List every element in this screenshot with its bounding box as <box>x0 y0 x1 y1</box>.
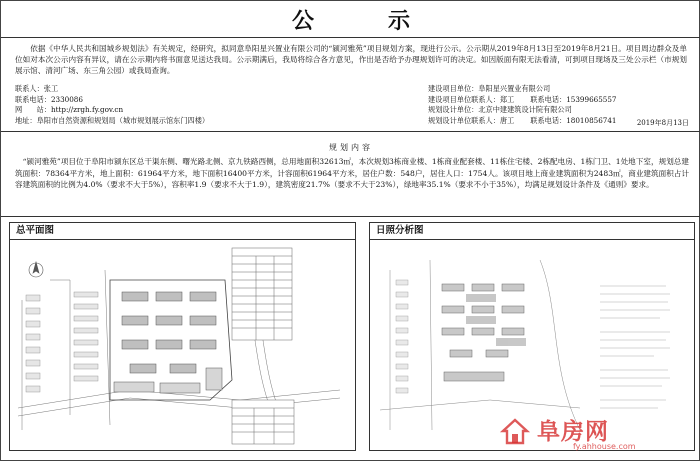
title-bar <box>1 1 700 38</box>
page-title: 公 示 <box>291 8 436 34</box>
contact-block <box>15 84 315 126</box>
watermark-brand: 阜房网 <box>537 419 609 445</box>
sunlight-analysis-title: 日照分析图 <box>370 223 694 240</box>
notice-date: 2019年8月13日 <box>636 119 689 127</box>
watermark-url: fy.ahhouse.com <box>573 442 636 451</box>
contact-name: 联系人：张工 <box>15 84 59 93</box>
unit-block <box>428 84 693 126</box>
divider-bottom <box>1 216 700 217</box>
builder-contact-row <box>428 95 693 106</box>
house-logo-icon <box>499 415 531 447</box>
designer-contact-phone: 联系电话：18010856741 <box>530 115 617 125</box>
contact-address: 地址：阜阳市自然资源和规划局（城市规划展示馆东门四楼） <box>15 115 210 125</box>
plan-heading: 规划内容 <box>329 143 373 152</box>
notice-paragraph: 依据《中华人民共和国城乡规划法》有关规定，经研究，拟同意阜阳星兴置业有限公司的“颍河雅苑”项目规划方案，现进行公示。公示期从2019年8月13日至2019年8月21日。项目周边群众及单位如对本次公示内容有异议，请在公示期内将书面意见送达我局。公示期满后，我局将综合各方意见，作出是否给予办理规划许可的决定。如因版面有限无法看清，可到项目现场及三处公示栏（市规划展示馆、清河广场、东三角公园）或我局查询。 <box>15 44 687 76</box>
site-plan-title: 总平面图 <box>10 223 355 240</box>
site-plan-drawing <box>10 240 355 450</box>
site-plan-panel <box>9 222 356 451</box>
contact-phone: 联系电话：2330086 <box>15 94 83 104</box>
contact-site: 网 站：http://zrgh.fy.gov.cn <box>15 105 124 115</box>
plan-paragraph: “颍河雅苑”项目位于阜阳市颍东区总干渠东侧、曙光路北侧、京九铁路西侧，总用地面积32613㎡，本次规划3栋商业楼、1栋商业配套楼、11栋住宅楼、2栋配电房、1栋门卫、1处地下室，规划总建筑面积：78364平方米，地上面积：61964平方米，地下面积16400平方米，计容面积61964平方米，居住户数：548户，居住人口：1754人。该项目地上商业建筑面积为2483㎡，商业建筑面积占计容建筑面积的比例为4.0%（要求不大于5%），容积率1.9（要求不大于1.9），建筑密度21.7%（要求不大于23%），绿地率35.1%（要求不小于35%），均满足规划设计条件及《通则》要求。 <box>15 157 689 190</box>
builder-unit: 建设项目单位：阜阳星兴置业有限公司 <box>428 84 551 93</box>
builder-contact-name: 建设项目单位联系人：郑工 <box>428 94 515 104</box>
designer-contact-name: 规划设计单位联系人：唐工 <box>428 115 515 125</box>
watermark <box>489 413 689 457</box>
divider-top <box>1 131 700 132</box>
designer-unit: 规划设计单位：北京中建建筑设计院有限公司 <box>428 105 572 115</box>
builder-contact-phone: 联系电话：15399665557 <box>530 94 617 104</box>
